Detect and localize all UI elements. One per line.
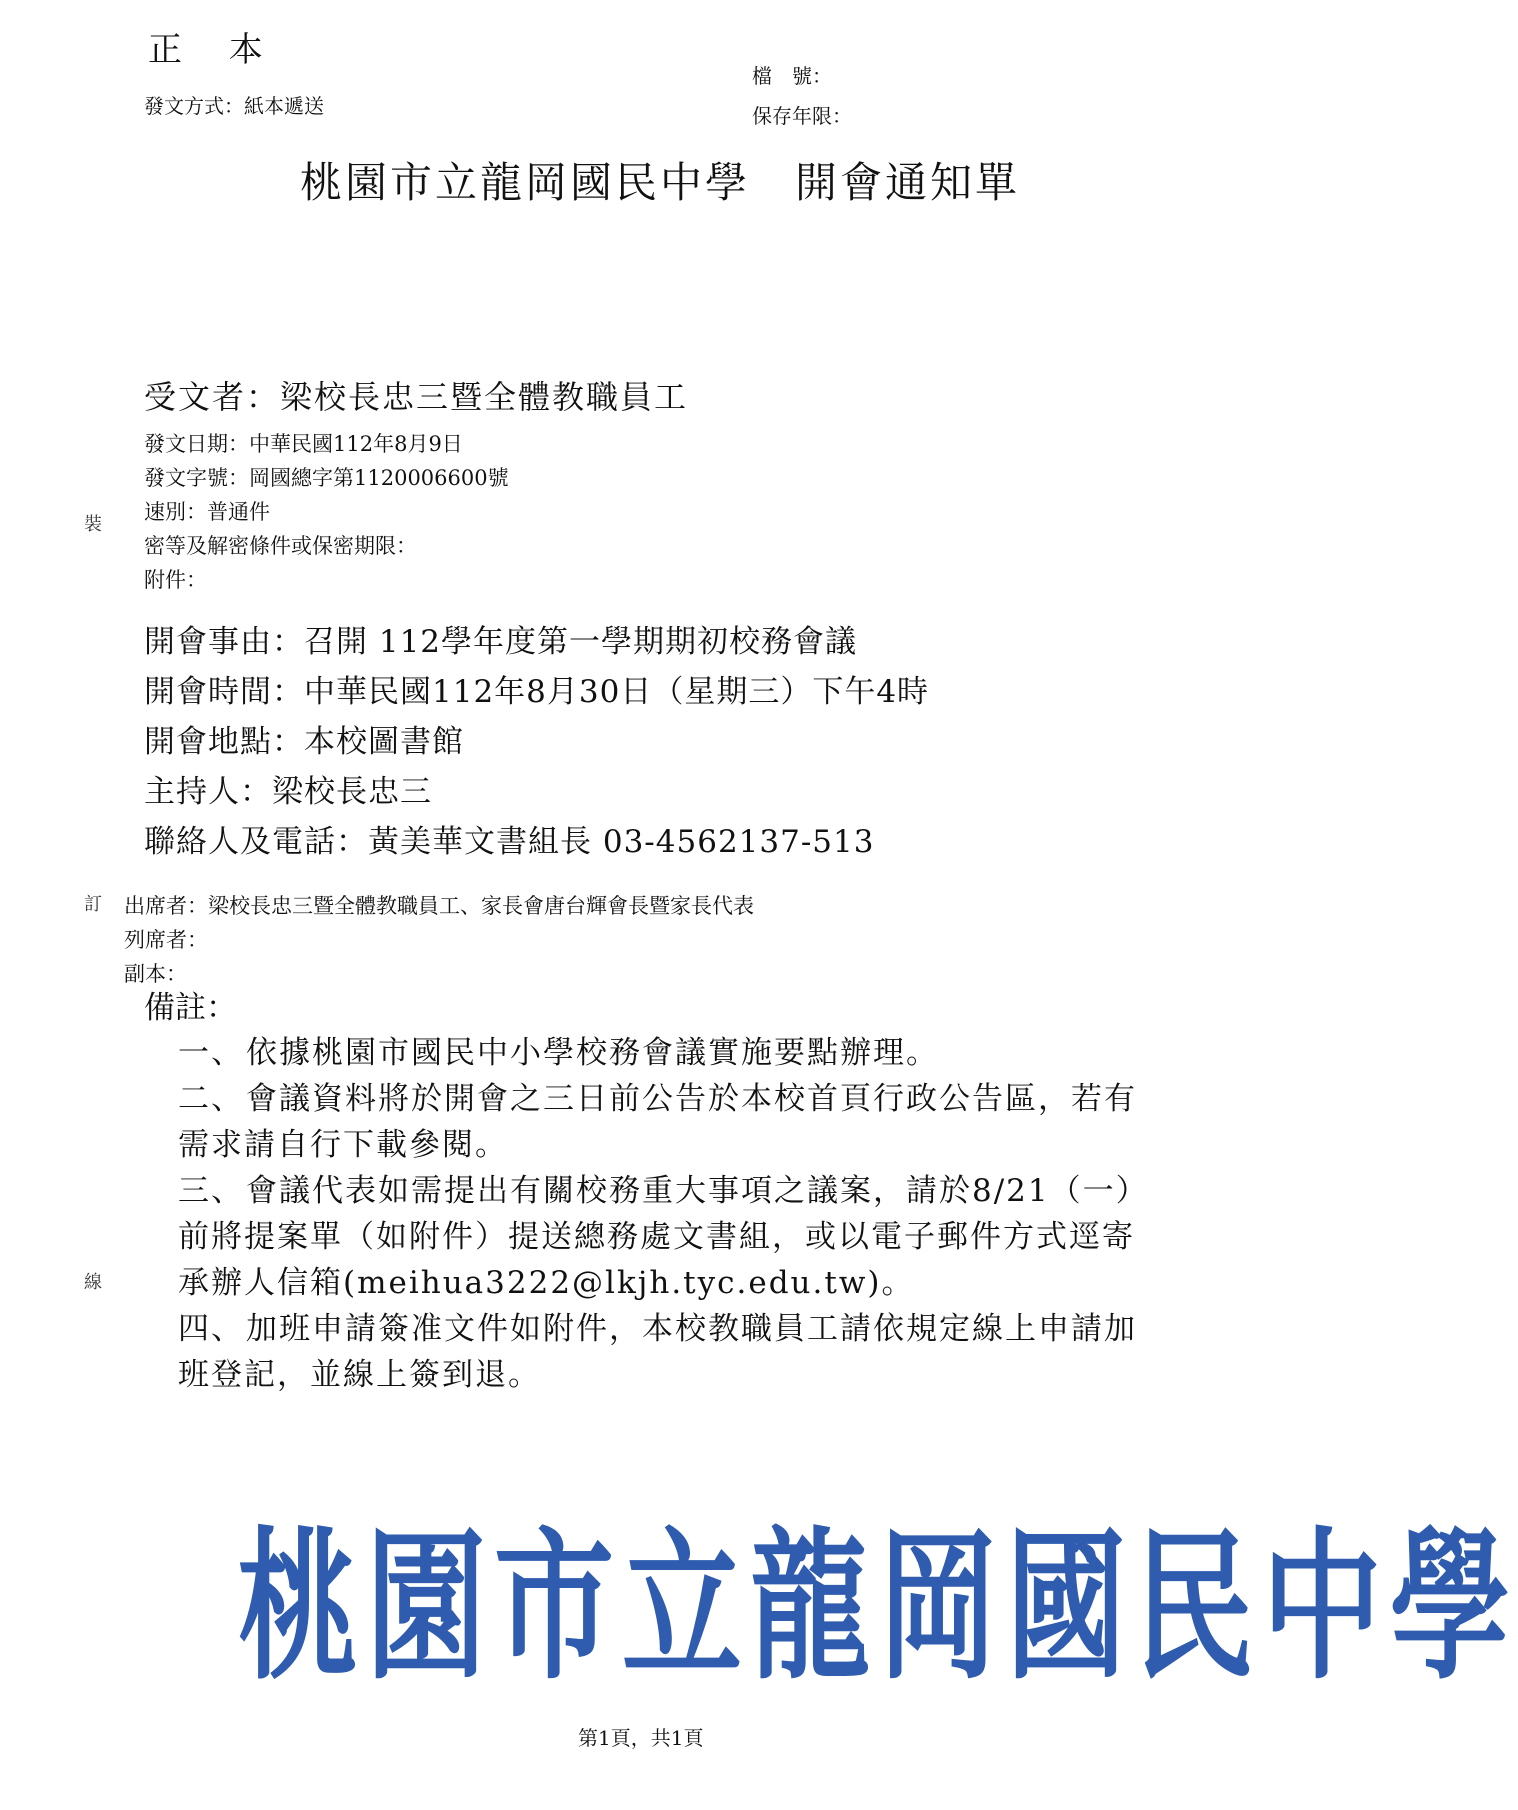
meeting-time: 開會時間：中華民國112年8月30日（星期三）下午4時 — [144, 674, 930, 710]
note-item — [178, 1076, 1148, 1168]
contact-person: 聯絡人及電話：黃美華文書組長 03-4562137-513 — [144, 824, 875, 860]
document-number: 發文字號：岡國總字第1120006600號 — [144, 466, 509, 490]
attachment: 附件： — [144, 568, 207, 592]
school-seal-stamp: 桃園市立龍岡國民中學 — [238, 1514, 1518, 1703]
secrecy-level: 密等及解密條件或保密期限： — [144, 534, 417, 558]
binding-mark-xian: 線 — [84, 1272, 102, 1293]
note-number: 四、 — [178, 1311, 244, 1347]
page-info: 第1頁，共1頁 — [578, 1726, 704, 1750]
send-method: 發文方式：紙本遞送 — [144, 94, 324, 118]
issue-date: 發文日期：中華民國112年8月9日 — [144, 432, 463, 456]
meeting-host: 主持人：梁校長忠三 — [144, 774, 432, 810]
retention-label: 保存年限： — [752, 104, 852, 128]
recipient: 受文者：梁校長忠三暨全體教職員工 — [144, 378, 689, 416]
note-number: 三、 — [178, 1173, 244, 1209]
note-text: 會議資料將於開會之三日前公告於本校首頁行政公告區，若有需求請自行下載參閱。 — [178, 1081, 1137, 1163]
note-item — [178, 1306, 1148, 1398]
document-title: 桃園市立龍岡國民中學 開會通知單 — [300, 158, 1021, 207]
notes-heading: 備註： — [144, 990, 237, 1026]
binding-mark-zhuang: 裝 — [84, 514, 102, 535]
file-number-label: 檔 號： — [752, 64, 832, 88]
copy-type: 正 本 — [148, 30, 281, 70]
note-text: 加班申請簽准文件如附件，本校教職員工請依規定線上申請加班登記，並線上簽到退。 — [178, 1311, 1137, 1393]
note-text: 依據桃園市國民中小學校務會議實施要點辦理。 — [246, 1035, 939, 1071]
note-number: 二、 — [178, 1081, 244, 1117]
note-item — [178, 1030, 1148, 1076]
note-number: 一、 — [178, 1035, 244, 1071]
meeting-location: 開會地點：本校圖書館 — [144, 724, 464, 760]
observers: 列席者： — [124, 928, 208, 952]
note-text: 會議代表如需提出有關校務重大事項之議案，請於8/21（一）前將提案單（如附件）提送總務處文書組，或以電子郵件方式逕寄承辦人信箱(meihua3222@lkjh.tyc.edu.tw)。 — [178, 1173, 1135, 1301]
note-item — [178, 1168, 1148, 1306]
meeting-reason: 開會事由：召開 112學年度第一學期期初校務會議 — [144, 624, 858, 660]
delivery-speed: 速別：普通件 — [144, 500, 270, 524]
binding-mark-ding: 訂 — [84, 894, 102, 915]
attendees: 出席者：梁校長忠三暨全體教職員工、家長會唐台輝會長暨家長代表 — [124, 894, 754, 918]
carbon-copy: 副本： — [124, 962, 187, 986]
